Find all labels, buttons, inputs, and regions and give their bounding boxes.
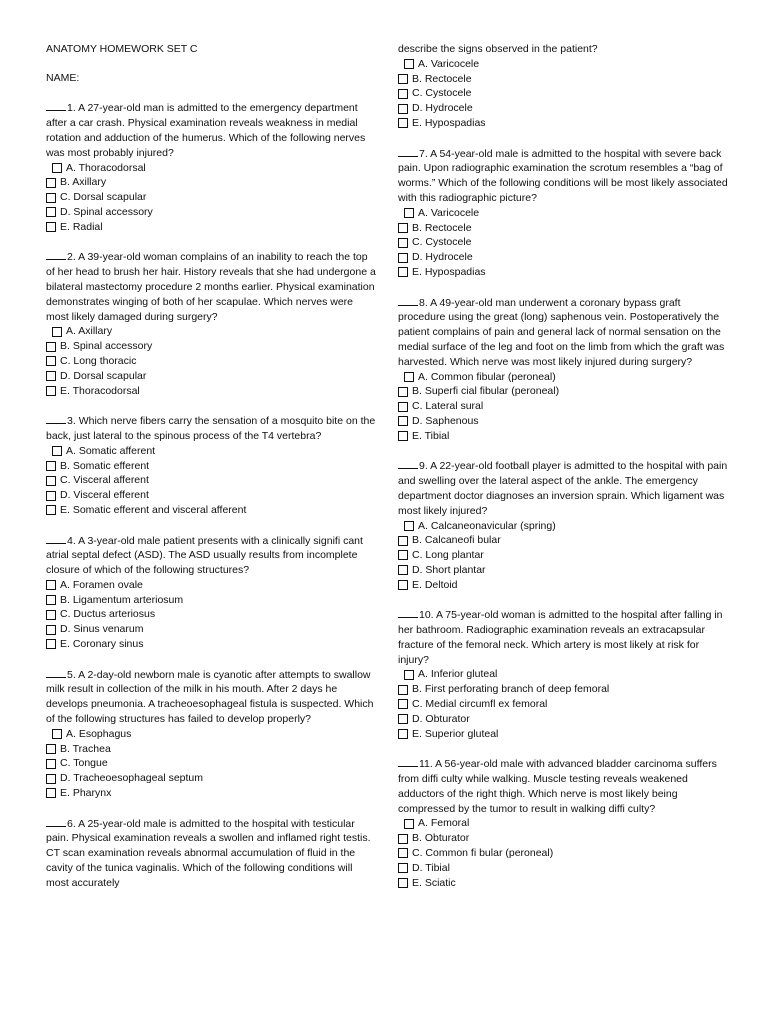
question-stem — [46, 249, 378, 324]
option[interactable] — [398, 86, 730, 101]
question-number: 5. — [67, 668, 76, 681]
checkbox-icon[interactable] — [46, 461, 56, 471]
answer-blank[interactable] — [46, 249, 66, 260]
option-label: A. Femoral — [418, 817, 470, 830]
option[interactable] — [398, 250, 730, 265]
option-label: D. Hydrocele — [412, 251, 473, 264]
answer-blank[interactable] — [398, 607, 418, 618]
question-stem — [46, 667, 378, 727]
question-text: A 27-year-old man is admitted to the emergency department after a car crash. Physical examination reveals weakness in medial rotation and adduction of the humerus. Which of the following nerves was most probably injured? — [46, 102, 366, 159]
question-10 — [398, 607, 730, 741]
question-text: A 56-year-old male with advanced bladder carcinoma suffers from diffi culty while walking. Muscle testing reveals weakened adductors of the right thigh. Which nerve is most likely being compressed by the tumor to result in walking diffi culty? — [398, 758, 717, 815]
checkbox-icon[interactable] — [398, 878, 408, 888]
checkbox-icon[interactable] — [46, 356, 56, 366]
option[interactable] — [398, 548, 730, 563]
option-label: B. Trachea — [60, 742, 111, 755]
question-8 — [398, 295, 730, 444]
option[interactable] — [398, 206, 730, 221]
checkbox-icon[interactable] — [46, 505, 56, 515]
checkbox-icon[interactable] — [398, 267, 408, 277]
option[interactable] — [46, 786, 378, 801]
checkbox-icon[interactable] — [398, 387, 408, 397]
question-3 — [46, 413, 378, 518]
checkbox-icon[interactable] — [404, 819, 414, 829]
option[interactable] — [46, 175, 378, 190]
option[interactable] — [46, 220, 378, 235]
checkbox-icon[interactable] — [398, 253, 408, 263]
option-label: C. Tongue — [60, 757, 108, 770]
option-label: A. Foramen ovale — [60, 578, 143, 591]
option[interactable] — [398, 533, 730, 548]
option-label: C. Common fi bular (peroneal) — [412, 847, 554, 860]
option-label: D. Saphenous — [412, 414, 479, 427]
checkbox-icon[interactable] — [46, 178, 56, 188]
question-text: A 54-year-old male is admitted to the hospital with severe back pain. Upon radiographic examination the scrotum resembles a “bag of worms.” Which of the following conditions will be most likely associated with this radiographic picture? — [398, 147, 728, 204]
option-label: E. Coronary sinus — [60, 638, 144, 651]
option[interactable] — [46, 473, 378, 488]
option-label: E. Radial — [60, 220, 103, 233]
question-stem — [398, 146, 730, 206]
option-label: A. Esophagus — [66, 727, 132, 740]
option-label: D. Hydrocele — [412, 102, 473, 115]
checkbox-icon[interactable] — [52, 327, 62, 337]
option-label: B. Ligamentum arteriosum — [60, 593, 184, 606]
question-number: 6. — [67, 817, 76, 830]
question-number: 9. — [419, 460, 428, 473]
option-label: B. First perforating branch of deep femoral — [412, 683, 610, 696]
option[interactable] — [398, 370, 730, 385]
option[interactable] — [398, 831, 730, 846]
option-label: A. Calcaneonavicular (spring) — [418, 519, 556, 532]
checkbox-icon[interactable] — [398, 536, 408, 546]
checkbox-icon[interactable] — [52, 446, 62, 456]
left-column — [46, 42, 378, 891]
question-text: A 2-day-old newborn male is cyanotic after attempts to swallow milk result in collection of the milk in his mouth. After 2 days he develops pneumonia. A tracheoesophageal fistula is suspected. Which of the following structures has failed to develop properly? — [46, 668, 374, 726]
checkbox-icon[interactable] — [398, 834, 408, 844]
option-label: D. Visceral efferent — [60, 489, 149, 502]
option-label: C. Long thoracic — [60, 354, 137, 367]
checkbox-icon[interactable] — [46, 774, 56, 784]
option-label: D. Sinus venarum — [60, 623, 144, 636]
question-text: A 22-year-old football player is admitted to the hospital with pain and swelling over the lateral aspect of the ankle. The emergency department doctor diagnoses an inversion sprain. Which ligament was most likely injured? — [398, 460, 728, 517]
checkbox-icon[interactable] — [46, 371, 56, 381]
option-label: A. Inferior gluteal — [418, 668, 498, 681]
question-stem — [398, 756, 730, 816]
question-1 — [46, 100, 378, 234]
option-label: E. Hypospadias — [412, 116, 486, 129]
checkbox-icon[interactable] — [46, 744, 56, 754]
option-label: D. Spinal accessory — [60, 205, 153, 218]
option-label: C. Cystocele — [412, 236, 472, 249]
option[interactable] — [398, 727, 730, 742]
checkbox-icon[interactable] — [46, 222, 56, 232]
answer-blank[interactable] — [46, 667, 66, 678]
option[interactable] — [398, 578, 730, 593]
option[interactable] — [398, 221, 730, 236]
option[interactable] — [398, 861, 730, 876]
option-label: E. Pharynx — [60, 787, 112, 800]
option[interactable] — [46, 771, 378, 786]
checkbox-icon[interactable] — [398, 89, 408, 99]
option-label: A. Common fibular (peroneal) — [418, 370, 556, 383]
checkbox-icon[interactable] — [46, 193, 56, 203]
question-2 — [46, 249, 378, 398]
question-number: 2. — [67, 251, 76, 264]
question-6-continued — [398, 42, 730, 131]
checkbox-icon[interactable] — [398, 565, 408, 575]
answer-blank[interactable] — [398, 458, 418, 469]
option-label: B. Somatic efferent — [60, 459, 150, 472]
option[interactable] — [46, 488, 378, 503]
option[interactable] — [398, 816, 730, 831]
option[interactable] — [398, 72, 730, 87]
answer-blank[interactable] — [46, 816, 66, 827]
checkbox-icon[interactable] — [398, 238, 408, 248]
option[interactable] — [46, 742, 378, 757]
checkbox-icon[interactable] — [46, 386, 56, 396]
option-label: D. Dorsal scapular — [60, 369, 147, 382]
option[interactable] — [398, 667, 730, 682]
question-stem — [46, 816, 378, 891]
option[interactable] — [398, 57, 730, 72]
answer-blank[interactable] — [46, 533, 66, 544]
checkbox-icon[interactable] — [46, 625, 56, 635]
question-text: A 39-year-old woman complains of an inability to reach the top of her head to brush her hair. History reveals that she had undergone a bilateral mastectomy procedure 2 months earlier. Physical examination demonstrates winging of both of her scapulae. Which nerves were most likely damaged during surgery? — [46, 251, 376, 323]
option-label: E. Thoracodorsal — [60, 384, 140, 397]
checkbox-icon[interactable] — [46, 788, 56, 798]
question-text: Which nerve fibers carry the sensation of a mosquito bite on the back, just lateral to the spinous process of the T4 vertebra? — [46, 415, 376, 442]
question-number: 11. — [419, 758, 433, 771]
question-4 — [46, 533, 378, 652]
option[interactable] — [46, 161, 378, 176]
option[interactable] — [398, 265, 730, 280]
option-label: E. Deltoid — [412, 578, 458, 591]
question-text: A 25-year-old male is admitted to the hospital with testicular pain. Physical examination reveals a swollen and inflamed right testis. CT scan examination reveals abnormal accumulation of fluid in the cavity of the tunica vaginalis. Which of the following conditions will most accurately — [46, 817, 371, 889]
question-5 — [46, 667, 378, 801]
option-label: B. Calcaneofi bular — [412, 534, 501, 547]
checkbox-icon[interactable] — [398, 416, 408, 426]
option[interactable] — [398, 563, 730, 578]
question-stem — [46, 413, 378, 444]
question-6 — [46, 816, 378, 891]
option[interactable] — [46, 607, 378, 622]
option[interactable] — [398, 846, 730, 861]
option[interactable] — [46, 444, 378, 459]
option-label: C. Medial circumfl ex femoral — [412, 698, 548, 711]
option[interactable] — [46, 190, 378, 205]
checkbox-icon[interactable] — [46, 610, 56, 620]
option-label: C. Lateral sural — [412, 400, 484, 413]
question-11 — [398, 756, 730, 890]
option-label: C. Cystocele — [412, 87, 472, 100]
option[interactable] — [46, 593, 378, 608]
checkbox-icon[interactable] — [52, 163, 62, 173]
option-label: A. Varicocele — [418, 206, 480, 219]
question-number: 1. — [67, 102, 76, 115]
question-number: 3. — [67, 415, 76, 428]
option-label: E. Sciatic — [412, 876, 456, 889]
checkbox-icon[interactable] — [398, 729, 408, 739]
option[interactable] — [46, 756, 378, 771]
option-label: B. Obturator — [412, 832, 470, 845]
option-label: C. Dorsal scapular — [60, 191, 147, 204]
option[interactable] — [46, 354, 378, 369]
option[interactable] — [46, 369, 378, 384]
checkbox-icon[interactable] — [398, 685, 408, 695]
question-stem — [46, 100, 378, 160]
checkbox-icon[interactable] — [404, 521, 414, 531]
option-label: D. Obturator — [412, 712, 470, 725]
question-7 — [398, 146, 730, 280]
option-label: B. Spinal accessory — [60, 340, 153, 353]
option[interactable] — [46, 727, 378, 742]
answer-blank[interactable] — [398, 146, 418, 157]
checkbox-icon[interactable] — [398, 118, 408, 128]
question-stem — [398, 295, 730, 370]
checkbox-icon[interactable] — [404, 59, 414, 69]
answer-blank[interactable] — [398, 295, 418, 306]
answer-blank[interactable] — [398, 756, 418, 767]
checkbox-icon[interactable] — [398, 863, 408, 873]
question-stem — [398, 458, 730, 518]
checkbox-icon[interactable] — [398, 580, 408, 590]
question-stem — [46, 533, 378, 578]
checkbox-icon[interactable] — [398, 431, 408, 441]
question-text: A 49-year-old man underwent a coronary bypass graft procedure using the great (long) saphenous vein. Postoperatively the patient complains of pain and general lack of normal sensation on the medial surface of the leg and foot on the limb from which the graft was harvested. Which nerve was most likely injured during surgery? — [398, 296, 725, 368]
option[interactable] — [398, 101, 730, 116]
question-number: 7. — [419, 147, 428, 160]
checkbox-icon[interactable] — [398, 104, 408, 114]
checkbox-icon[interactable] — [398, 223, 408, 233]
option[interactable] — [398, 235, 730, 250]
checkbox-icon[interactable] — [398, 74, 408, 84]
option[interactable] — [46, 339, 378, 354]
question-text: describe the signs observed in the patient? — [398, 43, 598, 55]
option[interactable] — [398, 519, 730, 534]
checkbox-icon[interactable] — [398, 402, 408, 412]
question-text: A 3-year-old male patient presents with a clinically signifi cant atrial septal defect (ASD). The ASD usually results from incomplete closure of which of the following structures? — [46, 534, 363, 577]
option-label: C. Visceral afferent — [60, 474, 149, 487]
option-label: A. Axillary — [66, 325, 113, 338]
question-number: 8. — [419, 296, 428, 309]
option-label: A. Somatic afferent — [66, 444, 156, 457]
right-column — [398, 42, 730, 890]
question-number: 4. — [67, 534, 76, 547]
question-text: A 75-year-old woman is admitted to the hospital after falling in her bathroom. Radiographic examination reveals an extracapsular fracture of the femoral neck. Which artery is most likely at risk for injury? — [398, 609, 723, 666]
checkbox-icon[interactable] — [398, 699, 408, 709]
checkbox-icon[interactable] — [404, 670, 414, 680]
checkbox-icon[interactable] — [404, 208, 414, 218]
question-number: 10. — [419, 609, 434, 622]
option-label: E. Somatic efferent and visceral afferent — [60, 503, 247, 516]
checkbox-icon[interactable] — [398, 714, 408, 724]
option-label: E. Hypospadias — [412, 265, 486, 278]
option-label: C. Long plantar — [412, 549, 484, 562]
option-label: D. Tracheoesophageal septum — [60, 772, 204, 785]
option[interactable] — [398, 429, 730, 444]
option[interactable] — [398, 384, 730, 399]
checkbox-icon[interactable] — [398, 848, 408, 858]
answer-blank[interactable] — [46, 413, 66, 424]
option-label: B. Axillary — [60, 176, 107, 189]
option-label: C. Ductus arteriosus — [60, 608, 156, 621]
option-label: B. Rectocele — [412, 221, 472, 234]
option[interactable] — [46, 324, 378, 339]
checkbox-icon[interactable] — [398, 550, 408, 560]
option-label: A. Thoracodorsal — [66, 161, 146, 174]
option[interactable] — [46, 637, 378, 652]
option-label: A. Varicocele — [418, 57, 480, 70]
option-label: D. Tibial — [412, 861, 450, 874]
option[interactable] — [46, 384, 378, 399]
option-label: E. Tibial — [412, 429, 450, 442]
option[interactable] — [398, 682, 730, 697]
option[interactable] — [46, 578, 378, 593]
option-label: E. Superior gluteal — [412, 727, 499, 740]
option[interactable] — [398, 712, 730, 727]
option-label: B. Rectocele — [412, 72, 472, 85]
option[interactable] — [398, 697, 730, 712]
page-title: ANATOMY HOMEWORK SET C — [46, 43, 198, 55]
checkbox-icon[interactable] — [46, 595, 56, 605]
checkbox-icon[interactable] — [46, 207, 56, 217]
checkbox-icon[interactable] — [52, 729, 62, 739]
checkbox-icon[interactable] — [46, 476, 56, 486]
option[interactable] — [398, 414, 730, 429]
option-label: D. Short plantar — [412, 563, 486, 576]
answer-blank[interactable] — [46, 100, 66, 111]
question-stem — [398, 607, 730, 667]
checkbox-icon[interactable] — [404, 372, 414, 382]
option[interactable] — [46, 622, 378, 637]
question-9 — [398, 458, 730, 592]
option[interactable] — [398, 876, 730, 891]
option[interactable] — [46, 459, 378, 474]
option[interactable] — [398, 116, 730, 131]
option[interactable] — [46, 503, 378, 518]
checkbox-icon[interactable] — [46, 580, 56, 590]
checkbox-icon[interactable] — [46, 639, 56, 649]
option[interactable] — [46, 205, 378, 220]
checkbox-icon[interactable] — [46, 491, 56, 501]
option-label: B. Superfi cial fibular (peroneal) — [412, 385, 560, 398]
name-label: NAME: — [46, 71, 80, 84]
checkbox-icon[interactable] — [46, 342, 56, 352]
option[interactable] — [398, 399, 730, 414]
checkbox-icon[interactable] — [46, 759, 56, 769]
